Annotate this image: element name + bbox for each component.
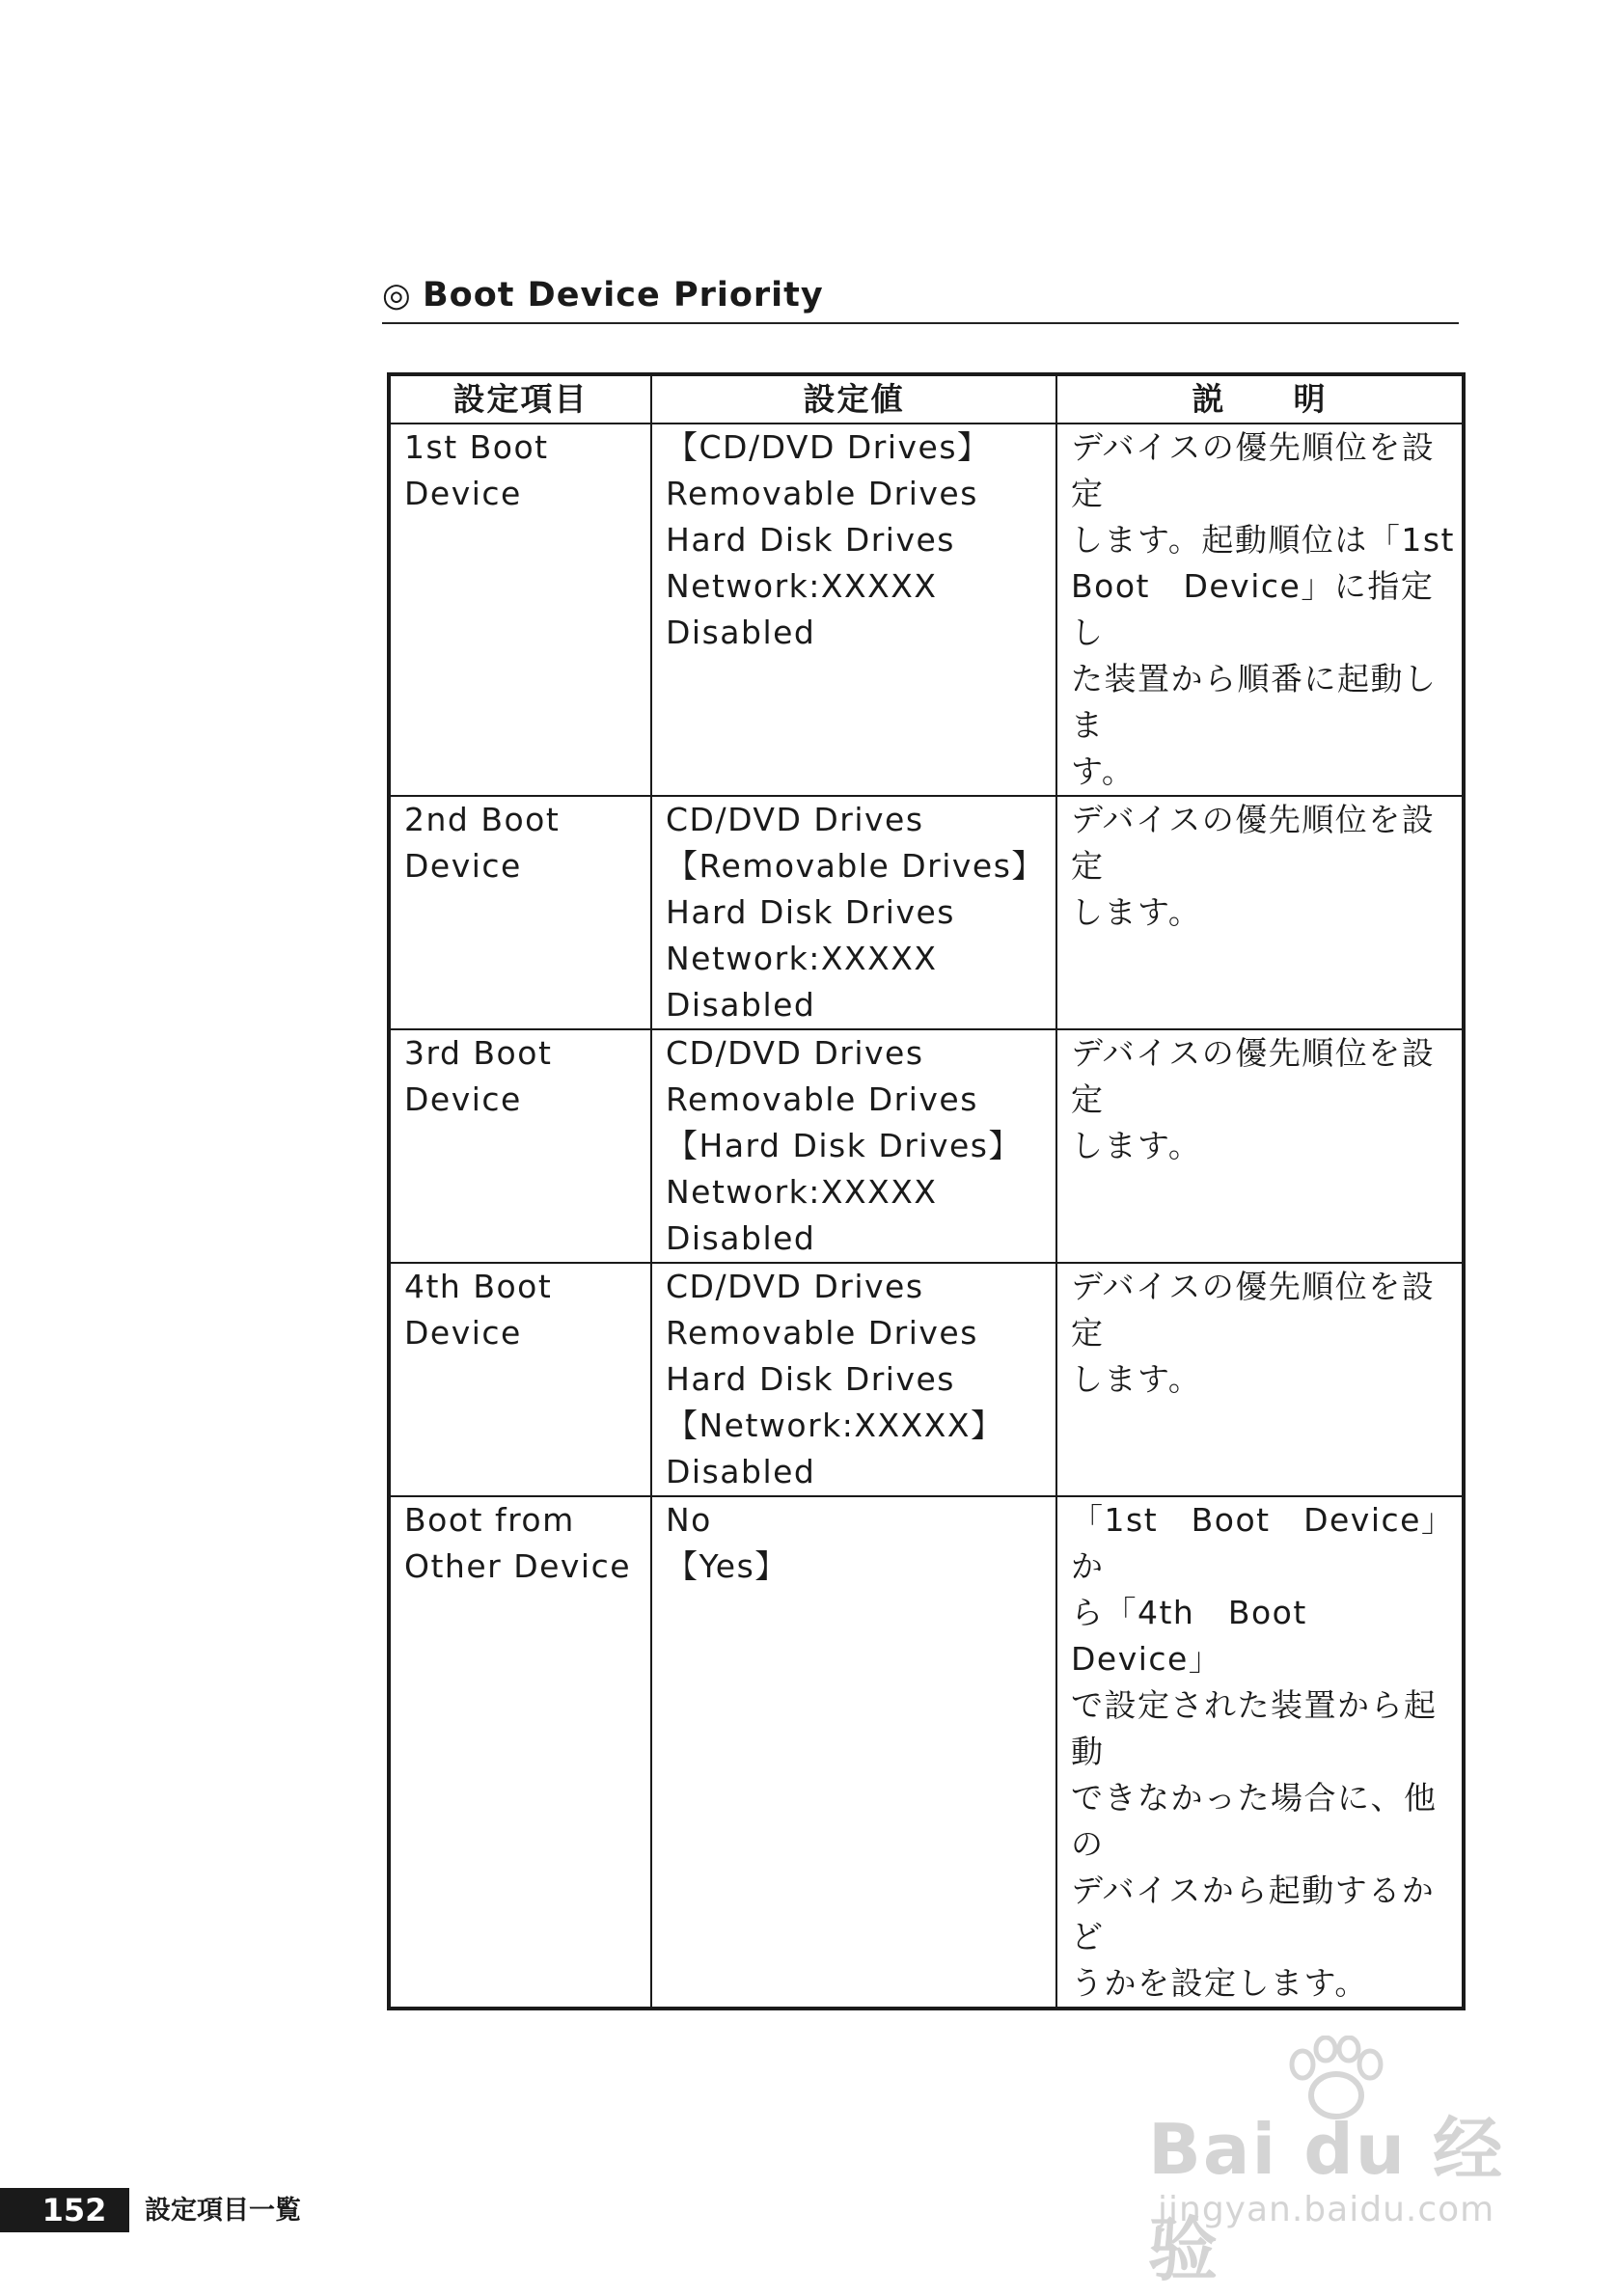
- setting-item-line: Device: [404, 1080, 522, 1118]
- cell-setting-values: [651, 1029, 1056, 1263]
- setting-option: Network:XXXXX: [666, 567, 938, 605]
- cell-setting-item: [389, 424, 651, 796]
- setting-item-line: 3rd Boot: [404, 1034, 553, 1072]
- setting-item-line: Device: [404, 1314, 522, 1352]
- description-line: 「1st Boot Device」か: [1071, 1501, 1455, 1585]
- description-line: ら「4th Boot Device」: [1071, 1594, 1341, 1678]
- cell-setting-item: [389, 1496, 651, 2009]
- setting-option: No: [666, 1501, 712, 1539]
- setting-item-line: Other Device: [404, 1547, 632, 1585]
- cell-setting-values: [651, 796, 1056, 1029]
- description-line: します。: [1071, 1360, 1202, 1398]
- setting-option: Network:XXXXX: [666, 940, 938, 977]
- setting-option: CD/DVD Drives: [666, 801, 924, 838]
- description-line: します。: [1071, 1127, 1202, 1164]
- setting-item-line: Device: [404, 847, 522, 885]
- description-line: デバイスの優先順位を設定: [1071, 801, 1436, 885]
- table-row: [389, 1496, 1464, 2009]
- cell-setting-values: [651, 1263, 1056, 1496]
- setting-option: Disabled: [666, 986, 816, 1024]
- setting-option: Removable Drives: [666, 475, 978, 512]
- setting-option: Disabled: [666, 614, 816, 651]
- description-line: します。起動順位は「1st: [1071, 521, 1455, 559]
- header-description: 説 明: [1056, 374, 1464, 424]
- cell-setting-values: [651, 424, 1056, 796]
- description-line: Boot Device」に指定し: [1071, 567, 1435, 651]
- description-line: で設定された装置から起動: [1071, 1686, 1438, 1770]
- description-line: デバイスの優先順位を設定: [1071, 1034, 1436, 1118]
- cell-description: [1056, 796, 1464, 1029]
- setting-option: 【Yes】: [666, 1547, 788, 1585]
- watermark: [1148, 2036, 1553, 2290]
- setting-item-line: 1st Boot: [404, 428, 549, 466]
- description-line: た装置から順番に起動しま: [1071, 660, 1438, 744]
- setting-option: Disabled: [666, 1219, 816, 1257]
- setting-option: Removable Drives: [666, 1314, 978, 1352]
- cell-description: [1056, 1263, 1464, 1496]
- cell-description: [1056, 1496, 1464, 2009]
- setting-item-line: 2nd Boot: [404, 801, 561, 838]
- table-header-row: [389, 374, 1464, 424]
- description-line: します。: [1071, 893, 1202, 931]
- section-heading: [382, 274, 1459, 324]
- description-line: デバイスの優先順位を設定: [1071, 1268, 1436, 1352]
- setting-option: Hard Disk Drives: [666, 1360, 956, 1398]
- table-body: [389, 424, 1464, 2009]
- setting-option: Removable Drives: [666, 1080, 978, 1118]
- setting-option: 【CD/DVD Drives】: [666, 428, 991, 466]
- setting-item-line: 4th Boot: [404, 1268, 553, 1305]
- description-line: うかを設定します。: [1071, 1964, 1368, 2002]
- table-row: [389, 1263, 1464, 1496]
- cell-setting-item: [389, 1029, 651, 1263]
- setting-option: CD/DVD Drives: [666, 1034, 924, 1072]
- watermark-url: jingyan.baidu.com: [1158, 2190, 1495, 2229]
- table-row: [389, 1029, 1464, 1263]
- setting-option: Disabled: [666, 1453, 816, 1490]
- description-line: す。: [1071, 752, 1136, 790]
- cell-setting-values: [651, 1496, 1056, 2009]
- table-row: [389, 796, 1464, 1029]
- cell-description: [1056, 1029, 1464, 1263]
- setting-option: Hard Disk Drives: [666, 521, 956, 559]
- setting-option: 【Network:XXXXX】: [666, 1407, 1004, 1444]
- table-row: [389, 424, 1464, 796]
- cell-description: [1056, 424, 1464, 796]
- setting-option: Network:XXXXX: [666, 1173, 938, 1211]
- setting-item-line: Boot from: [404, 1501, 575, 1539]
- description-line: デバイスから起動するかど: [1071, 1872, 1436, 1955]
- setting-option: 【Hard Disk Drives】: [666, 1127, 1023, 1164]
- section-title: Boot Device Priority: [423, 276, 824, 314]
- chapter-label: 設定項目一覧: [145, 2196, 301, 2226]
- setting-option: 【Removable Drives】: [666, 847, 1045, 885]
- description-line: デバイスの優先順位を設定: [1071, 428, 1436, 512]
- watermark-brand: Bai du 经验: [1148, 2109, 1505, 2290]
- header-setting-item: 設定項目: [389, 374, 651, 424]
- setting-item-line: Device: [404, 475, 522, 512]
- header-setting-value: 設定値: [651, 374, 1056, 424]
- boot-priority-table: [387, 372, 1466, 2010]
- page-number: 152: [0, 2188, 129, 2232]
- cell-setting-item: [389, 1263, 651, 1496]
- description-line: できなかった場合に、他の: [1071, 1779, 1438, 1863]
- cell-setting-item: [389, 796, 651, 1029]
- setting-option: CD/DVD Drives: [666, 1268, 924, 1305]
- double-circle-icon: ◎: [382, 276, 411, 314]
- setting-option: Hard Disk Drives: [666, 893, 956, 931]
